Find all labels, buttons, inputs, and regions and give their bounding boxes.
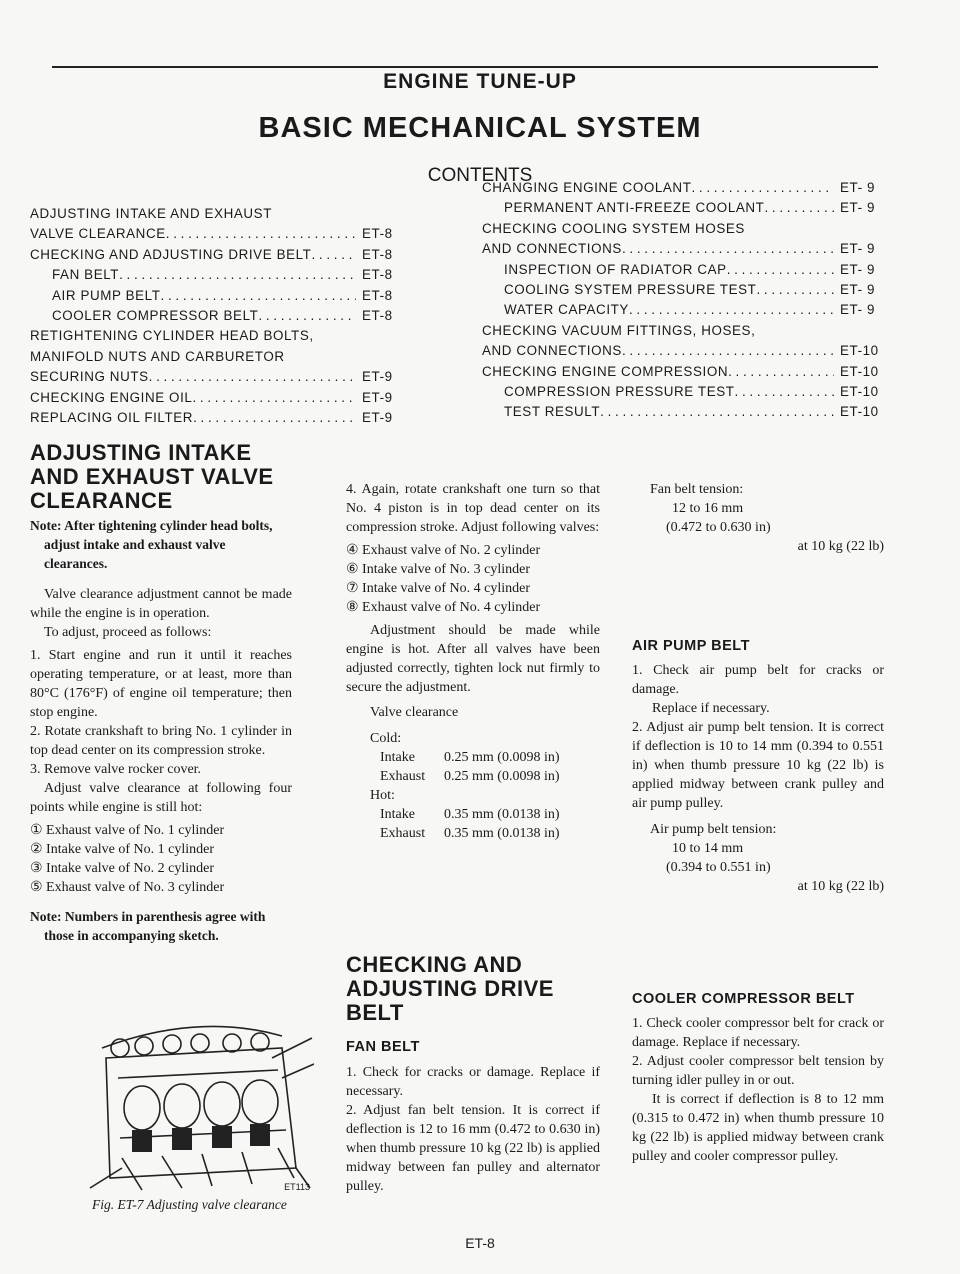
subheading-fan-belt: FAN BELT: [346, 1039, 420, 1055]
step-2: 2. Rotate crankshaft to bring No. 1 cylinder in top dead center on its compression stroke.: [30, 724, 292, 758]
valve-item: ② Intake valve of No. 1 cylinder: [30, 842, 214, 857]
toc-entry-title: MANIFOLD NUTS AND CARBURETOR: [30, 348, 285, 364]
toc-leader-dots: [166, 224, 356, 244]
toc-right: [482, 178, 880, 423]
toc-leader-dots: [728, 362, 834, 382]
cold-label: Cold:: [370, 731, 402, 746]
toc-leader-dots: [119, 265, 356, 285]
section-heading-valve-clearance: ADJUSTING INTAKE AND EXHAUST VALVE CLEARANCE: [30, 440, 274, 513]
contents-label: CONTENTS: [427, 165, 533, 186]
step-4: 4. Again, rotate crankshaft one turn so that No. 4 piston is in top dead center on its compression stroke. Adjust following valves:: [346, 482, 600, 535]
note-cylinder-head: Note: After tightening cylinder head bolts, adjust intake and exhaust valve clearances.: [30, 518, 273, 571]
toc-entry-title: VALVE CLEARANCE: [30, 226, 166, 242]
toc-entry-page: ET-8: [362, 307, 393, 323]
toc-entry: [482, 300, 880, 320]
air-step-2: 2. Adjust air pump belt tension. It is correct if deflection is 10 to 14 mm (0.394 to 0.551 in) when thumb pressure 10 kg (22 lb) is applied midway between crank pulley and air pump pulley.: [632, 720, 884, 811]
step-3-detail: Adjust valve clearance at following four points while engine is still hot:: [30, 781, 292, 815]
toc-entry-page: ET- 9: [840, 302, 875, 318]
step-3: 3. Remove valve rocker cover.: [30, 762, 202, 777]
column-3: [632, 480, 884, 556]
figure-code: ET113: [284, 1182, 310, 1192]
column-2-drive-belt: [346, 953, 600, 1196]
toc-entry-title: WATER CAPACITY: [504, 302, 629, 318]
page-title: BASIC MECHANICAL SYSTEM: [258, 112, 702, 144]
toc-entry-page: ET-9: [362, 409, 393, 425]
toc-leader-dots: [764, 198, 834, 218]
paragraph: To adjust, proceed as follows:: [44, 625, 212, 640]
toc-entry-title: AND CONNECTIONS: [482, 343, 622, 359]
toc-entry: [482, 280, 880, 300]
toc-entry: [482, 178, 880, 198]
intake-label: Intake: [380, 750, 415, 765]
page-number: ET-8: [465, 1235, 495, 1251]
exhaust-label: Exhaust: [380, 769, 426, 784]
toc-leader-dots: [629, 300, 834, 320]
subheading-air-pump-belt: AIR PUMP BELT: [632, 638, 750, 654]
cooler-step-2-detail: It is correct if deflection is 8 to 12 mm (0.315 to 0.472 in) when thumb pressure 10 kg (22 lb) is applied midway between crank pulley and cooler compressor pulley.: [632, 1092, 884, 1164]
toc-entry: [30, 204, 402, 224]
toc-entry-title: RETIGHTENING CYLINDER HEAD BOLTS,: [30, 328, 314, 344]
column-1: [30, 441, 292, 513]
toc-leader-dots: [622, 239, 834, 259]
air-step-1-detail: Replace if necessary.: [652, 701, 770, 716]
toc-leader-dots: [735, 382, 834, 402]
toc-leader-dots: [727, 260, 834, 280]
toc-entry-title: COOLER COMPRESSOR BELT: [52, 307, 259, 323]
figure-caption: Fig. ET-7 Adjusting valve clearance: [92, 1197, 287, 1212]
toc-entry: [482, 198, 880, 218]
toc-entry-title: FAN BELT: [52, 267, 120, 283]
valve-item: ⑦ Intake valve of No. 4 cylinder: [346, 581, 530, 596]
toc-entry-page: ET-10: [840, 404, 879, 420]
engine-sketch-illustration: [82, 1018, 314, 1194]
hot-intake-value: 0.35 mm (0.0138 in): [444, 807, 560, 822]
toc-entry-page: ET-9: [362, 369, 393, 385]
toc-leader-dots: [691, 178, 834, 198]
toc-leader-dots: [193, 408, 356, 428]
toc-entry: [30, 224, 402, 244]
toc-entry-title: INSPECTION OF RADIATOR CAP: [504, 261, 727, 277]
note-numbers: Note: Numbers in parenthesis agree with those in accompanying sketch.: [30, 909, 266, 943]
toc-entry-page: ET-8: [362, 246, 393, 262]
fan-tension-in: (0.472 to 0.630 in): [666, 520, 771, 535]
toc-entry-page: ET-8: [362, 267, 393, 283]
toc-entry: [30, 326, 402, 346]
hot-exhaust-value: 0.35 mm (0.0138 in): [444, 826, 560, 841]
toc-entry-title: ADJUSTING INTAKE AND EXHAUST: [30, 206, 272, 221]
toc-entry: [482, 321, 880, 341]
toc-entry: [30, 388, 402, 408]
toc-entry-title: SECURING NUTS: [30, 369, 149, 385]
toc-entry: [482, 362, 880, 382]
valve-clearance-label: Valve clearance: [370, 705, 459, 720]
paragraph: Valve clearance adjustment cannot be made while the engine is in operation.: [30, 587, 292, 621]
toc-entry: [30, 245, 402, 265]
column-2: [346, 480, 600, 845]
cooler-step-2: 2. Adjust cooler compressor belt tension by turning idler pulley in or out.: [632, 1054, 884, 1088]
toc-entry-page: ET- 9: [840, 180, 875, 195]
toc-entry-title: COMPRESSION PRESSURE TEST: [504, 383, 735, 399]
valve-item: ⑤ Exhaust valve of No. 3 cylinder: [30, 880, 225, 895]
toc-entry: [30, 306, 402, 326]
paragraph-adjustment: Adjustment should be made while engine is hot. After all valves have been adjusted correctly, tighten lock nut firmly to secure the adjustment.: [346, 623, 600, 695]
section-heading-drive-belt: CHECKING AND ADJUSTING DRIVE BELT: [346, 952, 554, 1025]
toc-entry-page: ET- 9: [840, 261, 875, 277]
toc-entry-page: ET-8: [362, 226, 393, 242]
fan-tension-load: at 10 kg (22 lb): [797, 539, 884, 554]
toc-leader-dots: [622, 341, 834, 361]
toc-leader-dots: [311, 245, 356, 265]
subheading-cooler-compressor-belt: COOLER COMPRESSOR BELT: [632, 991, 855, 1007]
valve-item: ⑥ Intake valve of No. 3 cylinder: [346, 562, 530, 577]
toc-entry-title: CHECKING ENGINE OIL: [30, 389, 193, 405]
toc-entry-page: ET- 9: [840, 200, 875, 216]
toc-entry: [30, 347, 402, 367]
valve-item: ① Exhaust valve of No. 1 cylinder: [30, 823, 225, 838]
fan-tension-label: Fan belt tension:: [650, 482, 744, 497]
toc-left: [30, 204, 402, 428]
toc-leader-dots: [756, 280, 834, 300]
valve-item: ③ Intake valve of No. 2 cylinder: [30, 861, 214, 876]
valve-item: ⑧ Exhaust valve of No. 4 cylinder: [346, 600, 541, 615]
air-tension-load: at 10 kg (22 lb): [797, 879, 884, 894]
toc-entry-page: ET-8: [362, 287, 393, 303]
valve-item: ④ Exhaust valve of No. 2 cylinder: [346, 543, 541, 558]
toc-entry-title: PERMANENT ANTI-FREEZE COOLANT: [504, 200, 765, 216]
toc-entry-title: CHECKING VACUUM FITTINGS, HOSES,: [482, 322, 756, 338]
toc-entry: [482, 260, 880, 280]
toc-entry-page: ET-10: [840, 343, 879, 359]
toc-entry: [30, 286, 402, 306]
fan-step-2: 2. Adjust fan belt tension. It is correct if deflection is 12 to 16 mm (0.472 to 0.630 in) when thumb pressure 10 kg (22 lb) is applied midway between fan pulley and alternator pulley.: [346, 1103, 600, 1194]
toc-entry: [482, 341, 880, 361]
toc-entry-page: ET- 9: [840, 241, 875, 257]
figure-valve-clearance: [82, 1018, 314, 1194]
toc-entry: [482, 382, 880, 402]
toc-entry-page: ET-10: [840, 383, 879, 399]
toc-entry-title: COOLING SYSTEM PRESSURE TEST: [504, 281, 757, 297]
header-rule: [52, 66, 878, 68]
toc-entry: [482, 239, 880, 259]
toc-entry-title: CHANGING ENGINE COOLANT: [482, 180, 692, 195]
toc-entry-title: AND CONNECTIONS: [482, 241, 622, 257]
toc-leader-dots: [258, 306, 356, 326]
toc-entry: [482, 402, 880, 422]
valve-clearance-table: [370, 731, 560, 845]
toc-leader-dots: [600, 402, 834, 422]
column-3-air-pump: [632, 638, 884, 896]
intake-label: Intake: [380, 807, 415, 822]
toc-entry-page: ET-9: [362, 389, 393, 405]
cold-intake-value: 0.25 mm (0.0098 in): [444, 750, 560, 765]
hot-label: Hot:: [370, 788, 395, 803]
toc-leader-dots: [149, 367, 356, 387]
toc-leader-dots: [192, 388, 356, 408]
toc-entry-title: AIR PUMP BELT: [52, 287, 161, 303]
toc-entry: [482, 219, 880, 239]
column-3-cooler: [632, 991, 884, 1166]
toc-entry-page: ET- 9: [840, 281, 875, 297]
toc-entry-title: CHECKING AND ADJUSTING DRIVE BELT: [30, 246, 312, 262]
toc-entry: [30, 367, 402, 387]
toc-leader-dots: [161, 286, 356, 306]
air-tension-label: Air pump belt tension:: [650, 822, 777, 837]
toc-entry: [30, 265, 402, 285]
cooler-step-1: 1. Check cooler compressor belt for crack or damage. Replace if necessary.: [632, 1016, 884, 1050]
section-header: ENGINE TUNE-UP: [383, 70, 577, 93]
toc-entry-page: ET-10: [840, 363, 879, 379]
fan-tension-mm: 12 to 16 mm: [672, 501, 744, 516]
toc-entry-title: CHECKING ENGINE COMPRESSION: [482, 363, 729, 379]
toc-entry: [30, 408, 402, 428]
toc-entry-title: CHECKING COOLING SYSTEM HOSES: [482, 220, 745, 236]
fan-step-1: 1. Check for cracks or damage. Replace if necessary.: [346, 1065, 600, 1099]
toc-entry-title: REPLACING OIL FILTER: [30, 409, 194, 425]
cold-exhaust-value: 0.25 mm (0.0098 in): [444, 769, 560, 784]
column-1-body: [30, 516, 292, 945]
step-1: 1. Start engine and run it until it reaches operating temperature, or at least, more than 80°C (176°F) of engine oil temperature; then stop engine.: [30, 648, 292, 720]
toc-entry-title: TEST RESULT: [504, 404, 601, 420]
exhaust-label: Exhaust: [380, 826, 426, 841]
air-step-1: 1. Check air pump belt for cracks or damage.: [632, 663, 884, 697]
air-tension-in: (0.394 to 0.551 in): [666, 860, 771, 875]
air-tension-mm: 10 to 14 mm: [672, 841, 744, 856]
